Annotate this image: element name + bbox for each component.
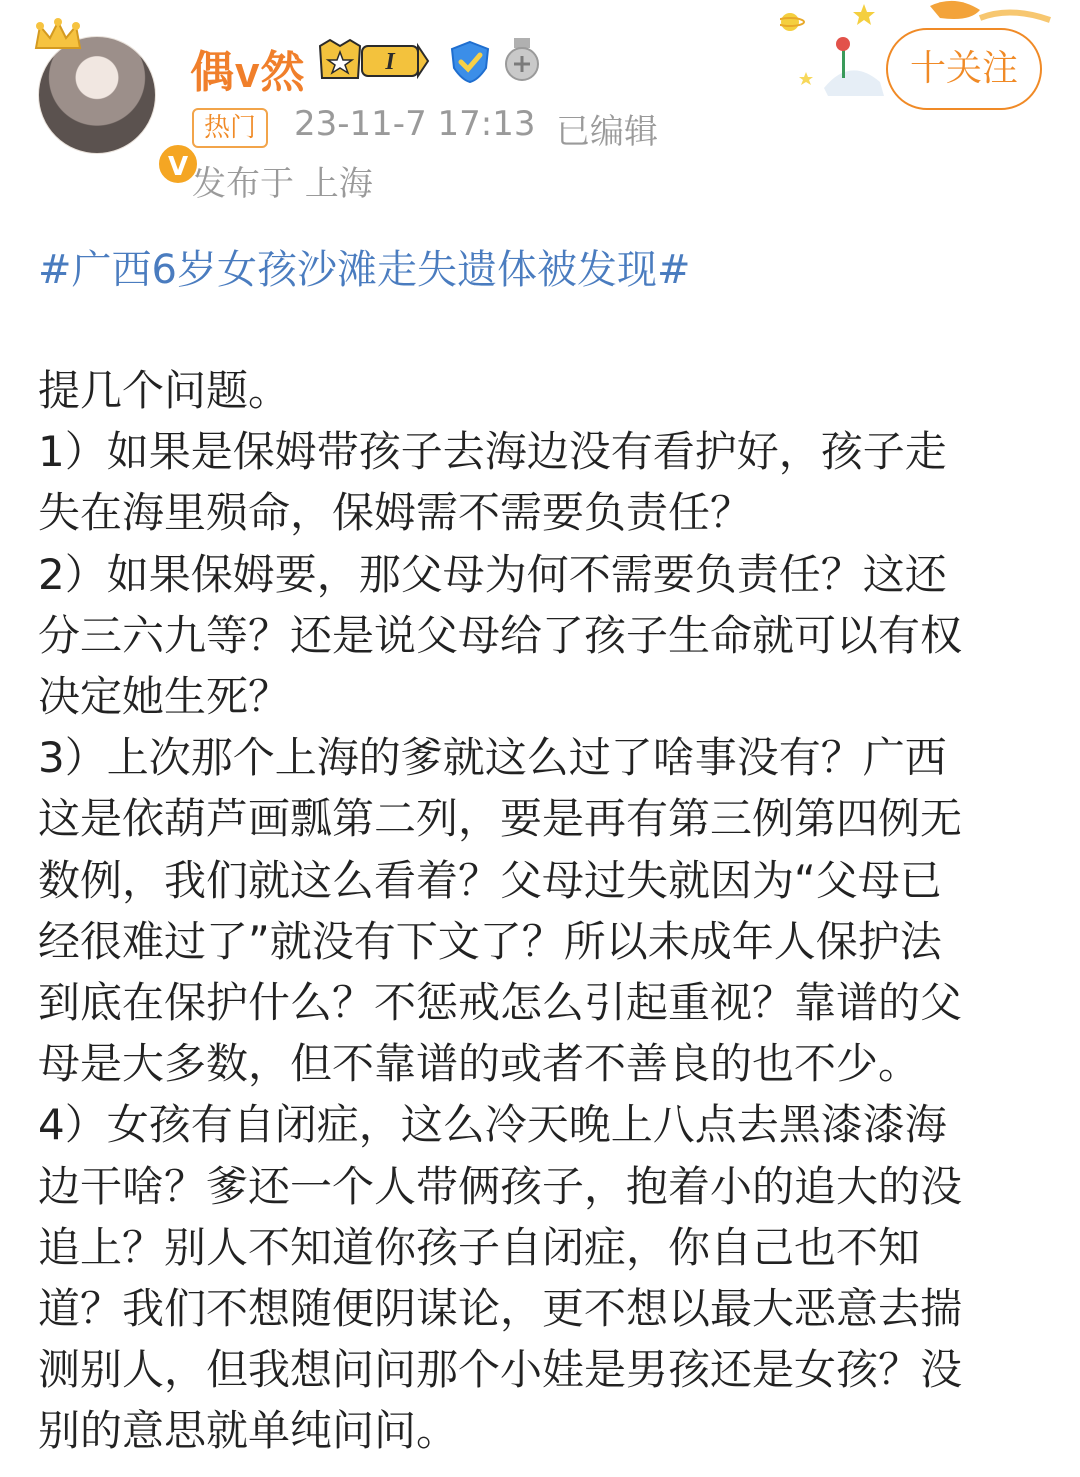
post-line: 道？我们不想随便阴谋论，更不想以最大恶意去揣 bbox=[38, 1284, 963, 1334]
post-time: 23-11-7 17:13 bbox=[294, 104, 536, 144]
decoration-star-icon bbox=[853, 4, 875, 25]
post-line: 决定她生死？ bbox=[38, 672, 291, 722]
post-line: 边干啥？爹还一个人带俩孩子，抱着小的追大的没 bbox=[38, 1161, 963, 1211]
avatar-container[interactable] bbox=[38, 30, 189, 182]
crown-icon bbox=[30, 16, 86, 56]
user-name[interactable]: 偶v然 bbox=[190, 48, 306, 97]
decoration-planet-icon bbox=[781, 13, 799, 31]
follow-button[interactable]: 十关注 bbox=[886, 28, 1042, 110]
post-line: 数例，我们就这么看着？父母过失就因为“父母已 bbox=[38, 855, 942, 905]
post-line: 失在海里殒命，保姆需不需要负责任？ bbox=[38, 488, 753, 538]
post-line: 3）上次那个上海的爹就这么过了啥事没有？广西 bbox=[38, 733, 947, 783]
post-line: 这是依葫芦画瓢第二列，要是再有第三例第四例无 bbox=[38, 794, 963, 844]
post-line: 测别人，但我想问问那个小娃是男孩还是女孩？没 bbox=[38, 1345, 963, 1395]
vip-level-icon bbox=[318, 38, 430, 82]
post-line: 别的意思就单纯问问。 bbox=[38, 1406, 459, 1456]
post-content bbox=[38, 360, 1042, 1462]
post-line: 提几个问题。 bbox=[38, 366, 291, 415]
post-line: 到底在保护什么？不惩戒怎么引起重视？靠谱的父 bbox=[38, 978, 963, 1028]
verified-v-icon: V bbox=[156, 142, 200, 186]
medal-badge-icon bbox=[502, 38, 542, 82]
post-line: 4）女孩有自闭症，这么冷天晚上八点去黑漆漆海 bbox=[38, 1100, 947, 1150]
post-line: 1）如果是保姆带孩子去海边没有看护好，孩子走 bbox=[38, 427, 947, 477]
post-line: 分三六九等？还是说父母给了孩子生命就可以有权 bbox=[38, 610, 963, 660]
post-header bbox=[0, 0, 1080, 215]
vip-level-text: I bbox=[385, 49, 395, 75]
shield-badge-icon bbox=[448, 40, 492, 84]
post-location: 发布于 上海 bbox=[192, 164, 373, 204]
topic-hashtag[interactable]: #广西6岁女孩沙滩走失遗体被发现# bbox=[38, 247, 691, 293]
hot-tag: 热门 bbox=[192, 108, 268, 148]
post-line: 追上？别人不知道你孩子自闭症，你自己也不知 bbox=[38, 1222, 921, 1272]
post-line: 经很难过了”就没有下文了？所以未成年人保护法 bbox=[38, 916, 942, 966]
post-line: 母是大多数，但不靠谱的或者不善良的也不少。 bbox=[38, 1039, 921, 1089]
edited-label[interactable]: 已编辑 bbox=[556, 112, 658, 152]
post-line: 2）如果保姆要，那父母为何不需要负责任？这还 bbox=[38, 549, 947, 599]
